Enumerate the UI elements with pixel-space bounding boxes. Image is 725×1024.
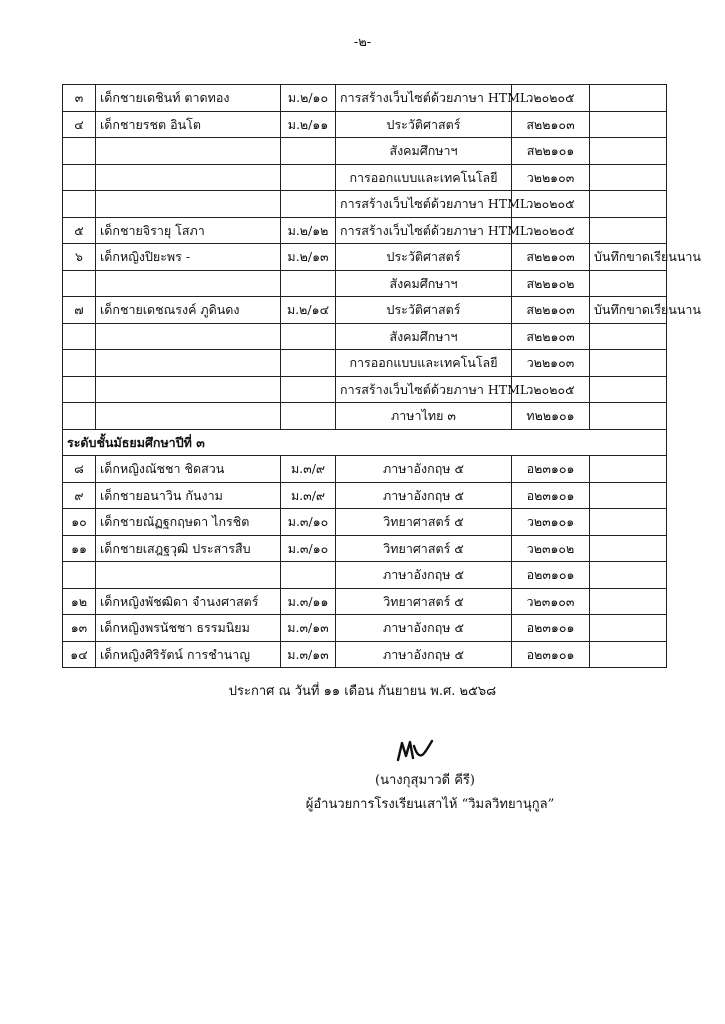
table-row [63,164,667,191]
subject-code: อ๒๓๑๐๑ [512,456,590,483]
class-room [281,138,336,165]
row-number [63,376,96,403]
class-room: ม.๓/๙ [281,456,336,483]
subject-name: การสร้างเว็บไซต์ด้วยภาษา HTML [336,376,512,403]
subject-code: ส๒๒๑๐๒ [512,270,590,297]
subject-code: ส๒๒๑๐๓ [512,297,590,324]
table-row [63,323,667,350]
row-number: ๑๓ [63,615,96,642]
student-name: เด็กชายณัฏฐกฤษดา ไกรชิต [96,509,281,536]
subject-code: อ๒๓๑๐๑ [512,562,590,589]
student-name: เด็กชายเสฎฐวุฒิ ประสารสืบ [96,535,281,562]
subject-code: ท๒๒๑๐๑ [512,403,590,430]
subject-name: วิทยาศาสตร์ ๕ [336,535,512,562]
class-room [281,323,336,350]
remark [590,615,667,642]
row-number: ๕ [63,217,96,244]
remark [590,641,667,668]
row-number [63,164,96,191]
table-row [63,138,667,165]
subject-name: การสร้างเว็บไซต์ด้วยภาษา HTML [336,85,512,112]
table-row [63,535,667,562]
class-room: ม.๓/๑๓ [281,641,336,668]
subject-name: ภาษาอังกฤษ ๕ [336,615,512,642]
class-room: ม.๓/๑๐ [281,535,336,562]
table-row [63,111,667,138]
student-name: เด็กชายอนาวิน กันงาม [96,482,281,509]
subject-code: ส๒๒๑๐๓ [512,244,590,271]
remark: บันทึกขาดเรียนนาน [590,297,667,324]
row-number [63,562,96,589]
subject-code: ว๒๐๒๐๕ [512,217,590,244]
remark [590,323,667,350]
remark [590,191,667,218]
subject-name: ภาษาไทย ๓ [336,403,512,430]
subject-code: ส๒๒๑๐๓ [512,111,590,138]
signer-name: (นางกุสุมาวดี คีรี) [375,773,475,788]
remark [590,456,667,483]
subject-code: ว๒๒๑๐๓ [512,350,590,377]
class-room [281,376,336,403]
student-name: เด็กหญิงพรนัชชา ธรรมนิยม [96,615,281,642]
class-room: ม.๒/๑๐ [281,85,336,112]
class-room: ม.๓/๑๓ [281,615,336,642]
signature-mark [395,738,435,764]
row-number [63,270,96,297]
student-name: เด็กชายรชต อินโต [96,111,281,138]
row-number: ๘ [63,456,96,483]
row-number [63,323,96,350]
class-room: ม.๓/๑๐ [281,509,336,536]
class-room [281,403,336,430]
subject-code: ว๒๒๑๐๓ [512,164,590,191]
student-name [96,270,281,297]
row-number: ๖ [63,244,96,271]
remark [590,111,667,138]
student-name [96,350,281,377]
student-name: เด็กหญิงณัชชา ชิดสวน [96,456,281,483]
table-row [63,588,667,615]
remark [590,138,667,165]
remark [590,85,667,112]
subject-code: อ๒๓๑๐๑ [512,615,590,642]
table-row [63,482,667,509]
table-row [63,244,667,271]
table-row [63,403,667,430]
table-row [63,297,667,324]
student-name: เด็กชายเดชินท์ ตาดทอง [96,85,281,112]
remark [590,562,667,589]
student-name: เด็กชายจิรายุ โสภา [96,217,281,244]
signer-title: ผู้อำนวยการโรงเรียนเสาไห้ “วิมลวิทยานุกูล” [305,797,555,812]
announcement-date: ประกาศ ณ วันที่ ๑๑ เดือน กันยายน พ.ศ. ๒๕๖๘ [228,684,497,699]
table-row [63,85,667,112]
section-row [63,429,667,456]
row-number: ๙ [63,482,96,509]
table-row [63,270,667,297]
table-row [63,509,667,536]
table-row [63,641,667,668]
remark [590,535,667,562]
subject-code: ส๒๒๑๐๑ [512,138,590,165]
subject-name: การสร้างเว็บไซต์ด้วยภาษา HTML [336,217,512,244]
subject-name: ภาษาอังกฤษ ๕ [336,482,512,509]
subject-name: ภาษาอังกฤษ ๕ [336,562,512,589]
row-number: ๑๑ [63,535,96,562]
row-number [63,138,96,165]
class-room [281,350,336,377]
table-row [63,376,667,403]
subject-code: ว๒๐๒๐๕ [512,376,590,403]
student-name: เด็กหญิงปิยะพร - [96,244,281,271]
class-room: ม.๒/๑๔ [281,297,336,324]
class-room [281,164,336,191]
class-room [281,191,336,218]
subject-code: อ๒๓๑๐๑ [512,482,590,509]
subject-code: ว๒๓๑๐๒ [512,535,590,562]
remark: บันทึกขาดเรียนนาน [590,244,667,271]
table-row [63,217,667,244]
student-name [96,191,281,218]
class-room [281,562,336,589]
table-row [63,456,667,483]
subject-name: สังคมศึกษาฯ [336,323,512,350]
remark [590,217,667,244]
subject-name: ประวัติศาสตร์ [336,111,512,138]
subject-name: วิทยาศาสตร์ ๕ [336,588,512,615]
subject-code: ว๒๐๒๐๕ [512,85,590,112]
subject-name: การออกแบบและเทคโนโลยี [336,350,512,377]
subject-name: การสร้างเว็บไซต์ด้วยภาษา HTML [336,191,512,218]
class-room: ม.๓/๙ [281,482,336,509]
row-number: ๑๔ [63,641,96,668]
remark [590,509,667,536]
subject-name: สังคมศึกษาฯ [336,270,512,297]
row-number: ๓ [63,85,96,112]
remark [590,376,667,403]
student-name [96,164,281,191]
section-heading: ระดับชั้นมัธยมศึกษาปีที่ ๓ [63,429,667,456]
class-room [281,270,336,297]
table-row [63,562,667,589]
row-number: ๔ [63,111,96,138]
subject-name: ประวัติศาสตร์ [336,297,512,324]
remark [590,164,667,191]
row-number: ๑๒ [63,588,96,615]
student-name: เด็กหญิงศิริรัตน์ การชำนาญ [96,641,281,668]
student-name: เด็กหญิงพัชฒิดา จำนงศาสตร์ [96,588,281,615]
student-name [96,403,281,430]
table-row [63,350,667,377]
subject-code: ว๒๓๑๐๑ [512,509,590,536]
student-name [96,138,281,165]
subject-name: วิทยาศาสตร์ ๕ [336,509,512,536]
subject-name: การออกแบบและเทคโนโลยี [336,164,512,191]
table-row [63,615,667,642]
table-row [63,191,667,218]
student-name: เด็กชายเดชณรงค์ ภูดินดง [96,297,281,324]
subject-code: ว๒๐๒๐๕ [512,191,590,218]
subject-name: ประวัติศาสตร์ [336,244,512,271]
subject-name: ภาษาอังกฤษ ๕ [336,641,512,668]
student-name [96,323,281,350]
remark [590,403,667,430]
row-number [63,350,96,377]
row-number [63,191,96,218]
class-room: ม.๒/๑๒ [281,217,336,244]
row-number: ๗ [63,297,96,324]
remark [590,588,667,615]
row-number [63,403,96,430]
student-table [62,84,701,668]
subject-name: ภาษาอังกฤษ ๕ [336,456,512,483]
student-name [96,376,281,403]
page-number: -๒- [353,35,372,50]
remark [590,350,667,377]
class-room: ม.๒/๑๓ [281,244,336,271]
subject-code: ว๒๓๑๐๓ [512,588,590,615]
remark [590,270,667,297]
remark [590,482,667,509]
class-room: ม.๒/๑๑ [281,111,336,138]
subject-code: ส๒๒๑๐๓ [512,323,590,350]
class-room: ม.๓/๑๑ [281,588,336,615]
student-name [96,562,281,589]
subject-name: สังคมศึกษาฯ [336,138,512,165]
subject-code: อ๒๓๑๐๑ [512,641,590,668]
row-number: ๑๐ [63,509,96,536]
